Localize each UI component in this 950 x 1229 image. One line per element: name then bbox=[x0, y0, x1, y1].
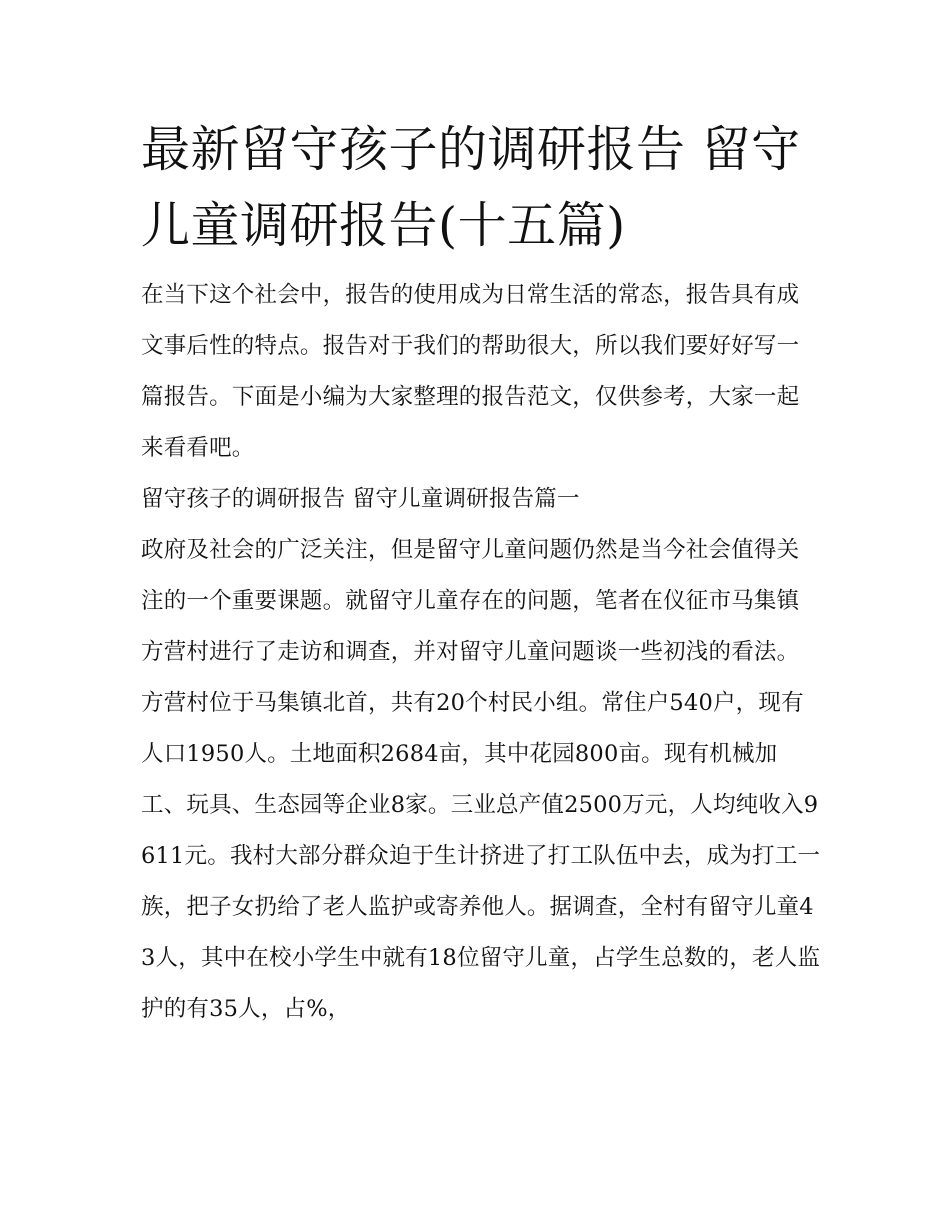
page-title: 最新留守孩子的调研报告 留守儿童调研报告(十五篇) bbox=[141, 121, 801, 254]
body-paragraph-1: 政府及社会的广泛关注，但是留守儿童问题仍然是当今社会值得关注的一个重要课题。就留守儿童存在的问题，笔者在仪征市马集镇方营村进行了走访和调查，并对留守儿童问题谈一些初浅的看法。 bbox=[141, 537, 800, 665]
intro-paragraph: 在当下这个社会中，报告的使用成为日常生活的常态，报告具有成文事后性的特点。报告对于我们的帮助很大，所以我们要好好写一篇报告。下面是小编为大家整理的报告范文，仅供参考，大家一起来看看吧。 bbox=[141, 282, 800, 461]
body-paragraph-2: 方营村位于马集镇北首，共有20个村民小组。常住户540户，现有人口1950人。土地面积2684亩，其中花园800亩。现有机械加工、玩具、生态园等企业8家。三业总产值2500万元，人均纯收入9611元。我村大部分群众迫于生计挤进了打工队伍中去，成为打工一族，把子女扔给了老人监护或寄养他人。据调查，全村有留守儿童43人，其中在校小学生中就有18位留守儿童，占学生总数的，老人监护的有35人，占%， bbox=[141, 690, 821, 1022]
section-heading: 留守孩子的调研报告 留守儿童调研报告篇一 bbox=[141, 486, 580, 512]
document-body bbox=[141, 270, 821, 1035]
document-page bbox=[141, 112, 821, 1035]
